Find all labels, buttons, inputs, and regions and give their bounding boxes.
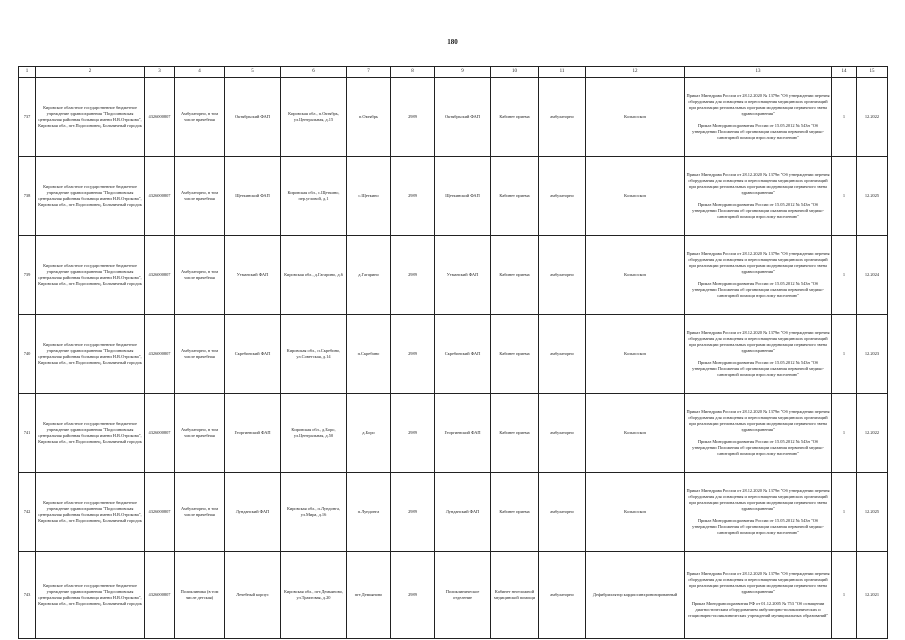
regulation-text: Приказ Минздрава России от 28.12.2020 № 1379н "Об утверждении перечня оборудования для оснащения и переоснащения медицинских организаций при реализации региональных программ модернизации первичного звена здравоохранения" [686, 570, 830, 594]
regulation-cell [685, 473, 832, 552]
quantity-cell: 1 [832, 157, 857, 236]
column-header: 3 [145, 67, 175, 78]
date-cell: 12.2022 [857, 394, 888, 473]
regulation-text: Приказ Минздрава России от 28.12.2020 № 1379н "Об утверждении перечня оборудования для оснащения и переоснащения медицинских организаций при реализации региональных программ модернизации первичного звена здравоохранения" [686, 329, 830, 353]
row-number: 740 [19, 315, 36, 394]
table-row [19, 473, 888, 552]
regulation-text: Приказ Минздрава России от 28.12.2020 № 1379н "Об утверждении перечня оборудования для оснащения и переоснащения медицинских организаций при реализации региональных программ модернизации первичного звена здравоохранения" [686, 250, 830, 274]
care-type-cell: Амбулаторно, в том числе врачебная [175, 473, 225, 552]
care-mode-cell: амбулаторно [539, 473, 586, 552]
settlement-cell: п.Лундонга [347, 473, 391, 552]
row-number: 741 [19, 394, 36, 473]
column-header: 8 [391, 67, 435, 78]
regulation-text: Приказ Минздрава России от 28.12.2020 № 1379н "Об утверждении перечня оборудования для оснащения и переоснащения медицинских организаций при реализации региональных программ модернизации первичного звена здравоохранения" [686, 171, 830, 195]
equipment-cell: Кольпоскоп [586, 394, 685, 473]
column-header: 12 [586, 67, 685, 78]
column-header: 7 [347, 67, 391, 78]
column-header: 11 [539, 67, 586, 78]
date-cell: 12.2024 [857, 236, 888, 315]
regulation-cell [685, 315, 832, 394]
room-cell: Кабинет приема [491, 236, 539, 315]
equipment-cell: Кольпоскоп [586, 315, 685, 394]
equipment-cell: Кольпоскоп [586, 473, 685, 552]
care-type-cell: Амбулаторно, в том числе врачебная [175, 236, 225, 315]
equipment-table [18, 66, 888, 639]
settlement-cell: пгт.Демьяново [347, 552, 391, 639]
organization-cell: Кировское областное государственное бюджетное учреждение здравоохранения "Подосиновская центральная районная больница имени Н.В.Отрокова", Кировская обл., пгт.Подосиновец, Больничный городок [36, 394, 145, 473]
care-mode-cell: амбулаторно [539, 552, 586, 639]
organization-cell: Кировское областное государственное бюджетное учреждение здравоохранения "Подосиновская центральная районная больница имени Н.В.Отрокова", Кировская обл., пгт.Подосиновец, Больничный городок [36, 157, 145, 236]
department-cell: Георгиевский ФАП [435, 394, 491, 473]
row-number: 739 [19, 236, 36, 315]
address-cell: Кировская обл., п.Лундонга, ул.Мира, д.16 [281, 473, 347, 552]
care-type-cell: Поликлиника (в том числе детская) [175, 552, 225, 639]
column-header: 14 [832, 67, 857, 78]
column-header: 6 [281, 67, 347, 78]
quantity-cell: 1 [832, 394, 857, 473]
department-cell: Скребинский ФАП [435, 315, 491, 394]
regulation-text: Приказ Минздравсоцразвития России от 15.05.2012 № 543н "Об утверждении Положения об организации оказания первичной медико-санитарной помощи взрослому населению" [692, 360, 824, 378]
table-row [19, 552, 888, 639]
column-header: 15 [857, 67, 888, 78]
table-row [19, 394, 888, 473]
column-header: 2 [36, 67, 145, 78]
regulation-cell [685, 78, 832, 157]
care-mode-cell: амбулаторно [539, 315, 586, 394]
population-cell: 2989 [391, 394, 435, 473]
department-cell: Щеткинский ФАП [435, 157, 491, 236]
room-cell: Кабинет приема [491, 78, 539, 157]
inn-cell: 4326000807 [145, 236, 175, 315]
quantity-cell: 1 [832, 473, 857, 552]
care-type-cell: Амбулаторно, в том числе врачебная [175, 78, 225, 157]
row-number: 742 [19, 473, 36, 552]
care-mode-cell: амбулаторно [539, 236, 586, 315]
population-cell: 2989 [391, 236, 435, 315]
inn-cell: 4326000807 [145, 315, 175, 394]
building-cell: Октябрьский ФАП [225, 78, 281, 157]
regulation-text: Приказ Минздрава России от 28.12.2020 № 1379н "Об утверждении перечня оборудования для оснащения и переоснащения медицинских организаций при реализации региональных программ модернизации первичного звена здравоохранения" [686, 487, 830, 511]
table-header-row [19, 67, 888, 78]
inn-cell: 4326000807 [145, 552, 175, 639]
building-cell: Лунданский ФАП [225, 473, 281, 552]
settlement-cell: д.Боро [347, 394, 391, 473]
column-header: 5 [225, 67, 281, 78]
quantity-cell: 1 [832, 236, 857, 315]
department-cell: Лунданский ФАП [435, 473, 491, 552]
row-number: 737 [19, 78, 36, 157]
date-cell: 12.2022 [857, 78, 888, 157]
table-row [19, 315, 888, 394]
row-number: 743 [19, 552, 36, 639]
regulation-text: Приказ Минздравсоцразвития России от 15.05.2012 № 543н "Об утверждении Положения об организации оказания первичной медико-санитарной помощи взрослому населению" [692, 518, 824, 536]
regulation-text: Приказ Минздрава России от 28.12.2020 № 1379н "Об утверждении перечня оборудования для оснащения и переоснащения медицинских организаций при реализации региональных программ модернизации первичного звена здравоохранения" [686, 92, 830, 116]
building-cell: Лечебный корпус [225, 552, 281, 639]
care-type-cell: Амбулаторно, в том числе врачебная [175, 315, 225, 394]
column-header: 4 [175, 67, 225, 78]
row-number: 738 [19, 157, 36, 236]
inn-cell: 4326000807 [145, 157, 175, 236]
population-cell: 2989 [391, 473, 435, 552]
regulation-text: Приказ Минздравсоцразвития РФ от 01.12.2005 № 753 "Об оснащении диагностическим оборудованием амбулаторно-поликлинических и стационарно-поликлинических учреждений муниципальных образований" [687, 601, 829, 619]
care-mode-cell: амбулаторно [539, 78, 586, 157]
population-cell: 2989 [391, 315, 435, 394]
equipment-cell: Дефибриллятор кардиосинхронизированный [586, 552, 685, 639]
building-cell: Скребинский ФАП [225, 315, 281, 394]
settlement-cell: д.Гагарино [347, 236, 391, 315]
building-cell: Щеткинский ФАП [225, 157, 281, 236]
address-cell: Кировская обл., с.Щеткино, пер.угловой, д.1 [281, 157, 347, 236]
regulation-text: Приказ Минздравсоцразвития России от 15.05.2012 № 543н "Об утверждении Положения об организации оказания первичной медико-санитарной помощи взрослому населению" [692, 202, 824, 220]
regulation-text: Приказ Минздравсоцразвития России от 15.05.2012 № 543н "Об утверждении Положения об организации оказания первичной медико-санитарной помощи взрослому населению" [692, 281, 824, 299]
settlement-cell: п.Скребино [347, 315, 391, 394]
address-cell: Кировская обл., п.Октябрь, ул.Центральная, д.15 [281, 78, 347, 157]
building-cell: Утманский ФАП [225, 236, 281, 315]
table-row [19, 157, 888, 236]
date-cell: 12.2021 [857, 552, 888, 639]
column-header: 13 [685, 67, 832, 78]
address-cell: Кировская обл., д.Боро, ул.Центральная, д.50 [281, 394, 347, 473]
settlement-cell: п.Октябрь [347, 78, 391, 157]
population-cell: 2989 [391, 552, 435, 639]
organization-cell: Кировское областное государственное бюджетное учреждение здравоохранения "Подосиновская центральная районная больница имени Н.В.Отрокова", Кировская обл., пгт.Подосиновец, Больничный городок [36, 236, 145, 315]
room-cell: Кабинет неотложной медицинской помощи [491, 552, 539, 639]
organization-cell: Кировское областное государственное бюджетное учреждение здравоохранения "Подосиновская центральная районная больница имени Н.В.Отрокова", Кировская обл., пгт.Подосиновец, Больничный городок [36, 473, 145, 552]
equipment-cell: Кольпоскоп [586, 236, 685, 315]
date-cell: 12.2025 [857, 473, 888, 552]
room-cell: Кабинет приема [491, 157, 539, 236]
quantity-cell: 1 [832, 552, 857, 639]
regulation-text: Приказ Минздравсоцразвития России от 15.05.2012 № 543н "Об утверждении Положения об организации оказания первичной медико-санитарной помощи взрослому населению" [692, 439, 824, 457]
equipment-cell: Кольпоскоп [586, 157, 685, 236]
room-cell: Кабинет приема [491, 394, 539, 473]
population-cell: 2989 [391, 157, 435, 236]
care-mode-cell: амбулаторно [539, 157, 586, 236]
department-cell: Октябрьский ФАП [435, 78, 491, 157]
date-cell: 12.2023 [857, 315, 888, 394]
regulation-text: Приказ Минздравсоцразвития России от 15.05.2012 № 543н "Об утверждении Положения об организации оказания первичной медико-санитарной помощи взрослому населению" [692, 123, 824, 141]
care-mode-cell: амбулаторно [539, 394, 586, 473]
regulation-cell [685, 236, 832, 315]
equipment-cell: Кольпоскоп [586, 78, 685, 157]
room-cell: Кабинет приема [491, 473, 539, 552]
address-cell: Кировская обл., д.Гагарино, д.6 [281, 236, 347, 315]
quantity-cell: 1 [832, 315, 857, 394]
table-row [19, 78, 888, 157]
room-cell: Кабинет приема [491, 315, 539, 394]
inn-cell: 4326000807 [145, 78, 175, 157]
organization-cell: Кировское областное государственное бюджетное учреждение здравоохранения "Подосиновская центральная районная больница имени Н.В.Отрокова", Кировская обл., пгт.Подосиновец, Больничный городок [36, 78, 145, 157]
care-type-cell: Амбулаторно, в том числе врачебная [175, 157, 225, 236]
population-cell: 2989 [391, 78, 435, 157]
address-cell: Кировская обл., пгт.Демьяново, ул.Трактовая, д.20 [281, 552, 347, 639]
quantity-cell: 1 [832, 78, 857, 157]
regulation-cell [685, 552, 832, 639]
regulation-cell [685, 157, 832, 236]
date-cell: 12.2025 [857, 157, 888, 236]
organization-cell: Кировское областное государственное бюджетное учреждение здравоохранения "Подосиновская центральная районная больница имени Н.В.Отрокова", Кировская обл., пгт.Подосиновец, Больничный городок [36, 315, 145, 394]
address-cell: Кировская обл., п.Скребино, ул.Советская, д.14 [281, 315, 347, 394]
page-number: 180 [447, 38, 458, 46]
department-cell: Утманский ФАП [435, 236, 491, 315]
department-cell: Поликлиническое отделение [435, 552, 491, 639]
organization-cell: Кировское областное государственное бюджетное учреждение здравоохранения "Подосиновская центральная районная больница имени Н.В.Отрокова", Кировская обл., пгт.Подосиновец, Больничный городок [36, 552, 145, 639]
care-type-cell: Амбулаторно, в том числе врачебная [175, 394, 225, 473]
column-header: 10 [491, 67, 539, 78]
inn-cell: 4326000807 [145, 473, 175, 552]
table-row [19, 236, 888, 315]
regulation-text: Приказ Минздрава России от 28.12.2020 № 1379н "Об утверждении перечня оборудования для оснащения и переоснащения медицинских организаций при реализации региональных программ модернизации первичного звена здравоохранения" [686, 408, 830, 432]
column-header: 9 [435, 67, 491, 78]
regulation-cell [685, 394, 832, 473]
inn-cell: 4326000807 [145, 394, 175, 473]
column-header: 1 [19, 67, 36, 78]
settlement-cell: с.Щеткино [347, 157, 391, 236]
building-cell: Георгиевский ФАП [225, 394, 281, 473]
